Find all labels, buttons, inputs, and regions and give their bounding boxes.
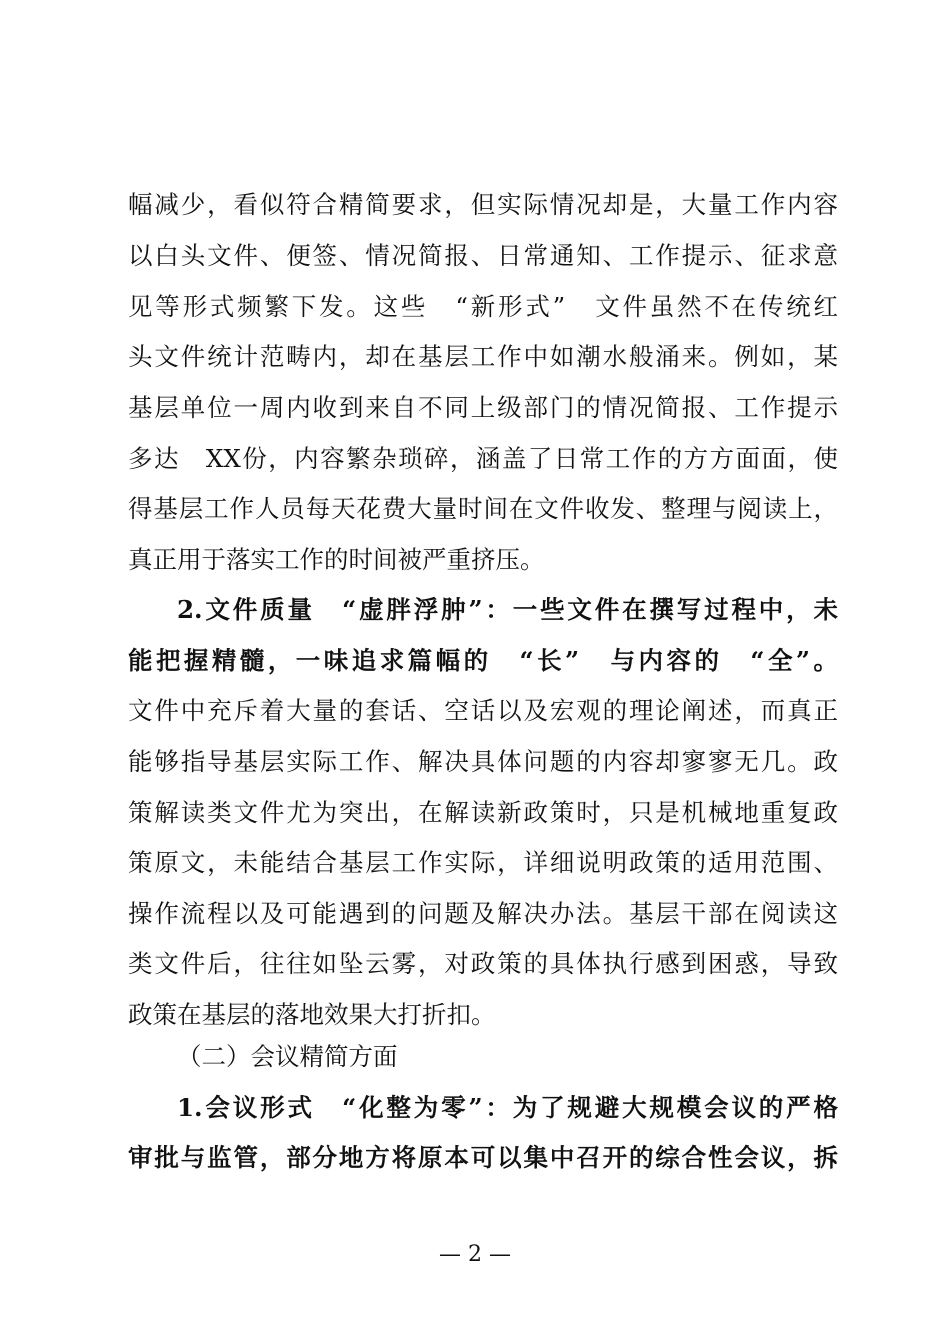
body-text-line: 类文件后，往往如坠云雾，对政策的具体执行感到困惑，导致 <box>128 949 838 978</box>
body-text-line: 政策在基层的落地效果大打折扣。 <box>128 1000 496 1029</box>
body-text-line: 策原文，未能结合基层工作实际，详细说明政策的适用范围、 <box>128 848 838 877</box>
body-text-line: 多达 XX份，内容繁杂琐碎，涵盖了日常工作的方方面面，使 <box>128 444 838 473</box>
body-text-line: 策解读类文件尤为突出，在解读新政策时，只是机械地重复政 <box>128 798 838 827</box>
body-text-line: 头文件统计范畴内，却在基层工作中如潮水般涌来。例如，某 <box>128 342 838 371</box>
section-heading-line: 1.会议形式 “化整为零”：为了规避大规模会议的严格 <box>177 1093 838 1122</box>
body-text-line: 真正用于落实工作的时间被严重挤压。 <box>128 545 545 574</box>
section-heading-line: 能把握精髓，一味追求篇幅的 “长” 与内容的 “全”。 <box>128 646 838 675</box>
page-number: — 2 — <box>439 1242 511 1267</box>
subsection-heading: （二）会议精简方面 <box>177 1042 398 1071</box>
section-heading-line: 审批与监管，部分地方将原本可以集中召开的综合性会议，拆 <box>128 1143 838 1172</box>
body-text-line: 文件中充斥着大量的套话、空话以及宏观的理论阐述，而真正 <box>128 696 838 725</box>
body-text-line: 见等形式频繁下发。这些 “新形式” 文件虽然不在传统红 <box>128 292 838 321</box>
body-text-line: 基层单位一周内收到来自不同上级部门的情况简报、工作提示 <box>128 393 838 422</box>
body-text-line: 得基层工作人员每天花费大量时间在文件收发、整理与阅读上， <box>128 494 838 523</box>
body-text-line: 能够指导基层实际工作、解决具体问题的内容却寥寥无几。政 <box>128 747 838 776</box>
body-text-line: 幅减少，看似符合精简要求，但实际情况却是，大量工作内容 <box>128 190 838 219</box>
section-heading-line: 2.文件质量 “虚胖浮肿”：一些文件在撰写过程中，未 <box>177 595 838 624</box>
body-text-line: 操作流程以及可能遇到的问题及解决办法。基层干部在阅读这 <box>128 899 838 928</box>
body-text-line: 以白头文件、便签、情况简报、日常通知、工作提示、征求意 <box>128 241 838 270</box>
